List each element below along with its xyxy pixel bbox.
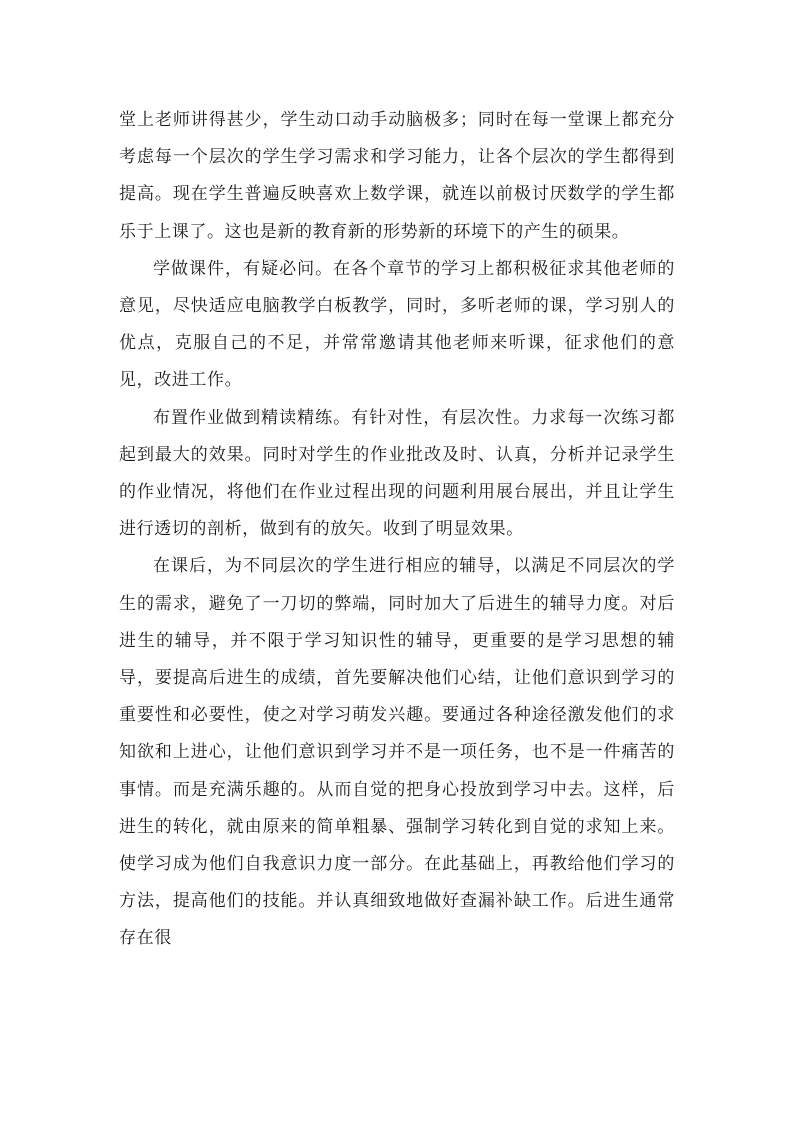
paragraph-continued: 堂上老师讲得甚少，学生动口动手动脑极多；同时在每一堂课上都充分考虑每一个层次的学生学习需求和学习能力，让各个层次的学生都得到提高。现在学生普遍反映喜欢上数学课，就连以前极讨厌数学的学生都乐于上课了。这也是新的教育新的形势新的环境下的产生的硕果。 — [119, 110, 675, 242]
paragraph-courseware: 学做课件，有疑必问。在各个章节的学习上都积极征求其他老师的意见，尽快适应电脑教学白板教学，同时，多听老师的课，学习别人的优点，克服自己的不足，并常常邀请其他老师来听课，征求他们的意见，改进工作。 — [119, 258, 675, 391]
paragraph-homework: 布置作业做到精读精练。有针对性，有层次性。力求每一次练习都起到最大的效果。同时对学生的作业批改及时、认真，分析并记录学生的作业情况，将他们在作业过程出现的问题利用展台展出，并且让学生进行透切的剖析，做到有的放矢。收到了明显效果。 — [119, 407, 675, 540]
paragraph-tutoring: 在课后，为不同层次的学生进行相应的辅导，以满足不同层次的学生的需求，避免了一刀切的弊端，同时加大了后进生的辅导力度。对后进生的辅导，并不限于学习知识性的辅导，更重要的是学习思想的辅导，要提高后进生的成绩，首先要解决他们心结，让他们意识到学习的重要性和必要性，使之对学习萌发兴趣。要通过各种途径激发他们的求知欲和上进心，让他们意识到学习并不是一项任务，也不是一件痛苦的事情。而是充满乐趣的。从而自觉的把身心投放到学习中去。这样，后进生的转化，就由原来的简单粗暴、强制学习转化到自觉的求知上来。使学习成为他们自我意识力度一部分。在此基础上，再教给他们学习的方法，提高他们的技能。并认真细致地做好查漏补缺工作。后进生通常存在很 — [119, 556, 675, 949]
document-body — [119, 102, 675, 958]
